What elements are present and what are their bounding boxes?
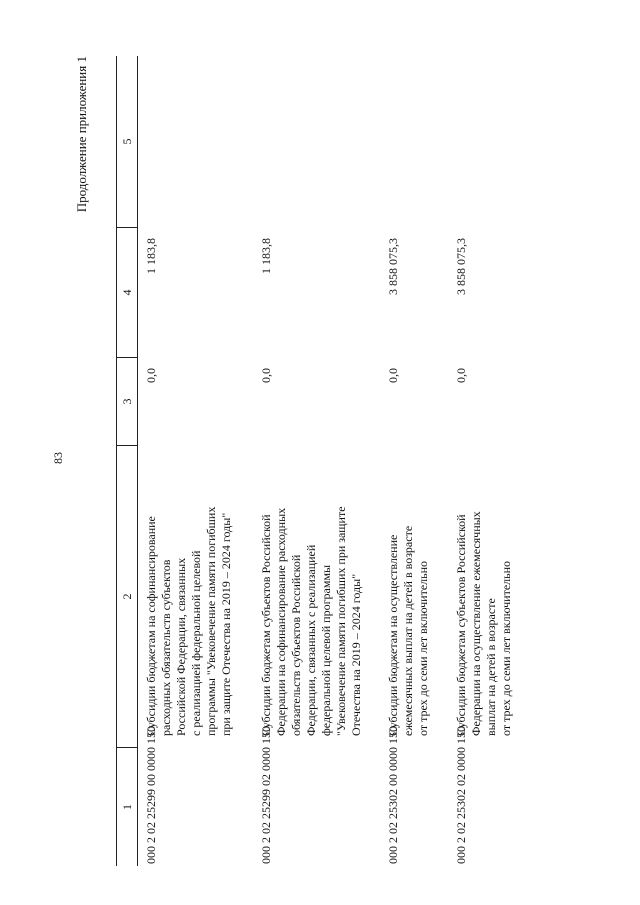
column-5-value (386, 56, 448, 228)
column-header-3: 3 (117, 358, 137, 446)
description-line: Субсидии бюджетам субъектов Российской (454, 514, 468, 736)
table-row (448, 56, 546, 866)
description-line: расходных обязательств субъектов (159, 559, 173, 736)
description-line: Отечества на 2019 – 2024 годы" (349, 573, 363, 736)
budget-code: 000 2 02 25302 00 0000 150 (386, 726, 400, 864)
column-header-2: 2 (117, 446, 137, 748)
description-line: с реализацией федеральной целевой (189, 550, 203, 736)
description-line: ежемесячных выплат на детей в возрасте (401, 525, 415, 736)
column-3-value: 0,0 (259, 368, 273, 383)
row-description (386, 446, 448, 748)
budget-code: 000 2 02 25299 00 0000 150 (144, 726, 158, 864)
appendix-caption: Продолжение приложения 1 (74, 56, 89, 213)
description-line: Федерации на софинансирование расходных (274, 507, 288, 736)
description-line: при защите Отечества на 2019 – 2024 годы" (219, 512, 233, 736)
column-5-value (259, 56, 380, 228)
column-header-5: 5 (117, 56, 137, 228)
description-line: от трех до семи лет включительно (499, 560, 513, 736)
column-header-1: 1 (120, 804, 134, 810)
rotated-table-page (64, 56, 524, 866)
description-line: Российской Федерации, связанных (174, 557, 188, 736)
column-3-value: 0,0 (454, 368, 468, 383)
budget-code: 000 2 02 25299 02 0000 150 (259, 726, 273, 864)
page-number: 83 (51, 452, 65, 464)
description-line: федеральной целевой программы (319, 564, 333, 736)
row-description (454, 446, 546, 748)
budget-table (116, 56, 546, 866)
column-4-value: 1 183,8 (259, 238, 273, 274)
table-row (253, 56, 380, 866)
table-row (138, 56, 253, 866)
description-line: выплат на детей в возрасте (484, 598, 498, 736)
description-line: Субсидии бюджетам на софинансирование (144, 516, 158, 736)
description-line: программы "Увековечение памяти погибших (204, 506, 218, 736)
description-line: Субсидии бюджетам субъектов Российской (259, 514, 273, 736)
table-header-row (116, 56, 138, 866)
column-5-value (454, 56, 546, 228)
row-description (144, 446, 253, 748)
description-line: "Увековечение памяти погибших при защите (334, 506, 348, 736)
description-line: Федерации, связанных с реализацией (304, 544, 318, 736)
budget-code: 000 2 02 25302 02 0000 150 (454, 726, 468, 864)
column-4-value: 1 183,8 (144, 238, 158, 274)
column-4-value: 3 858 075,3 (386, 238, 400, 295)
description-line: от трех до семи лет включительно (416, 560, 430, 736)
row-description (259, 446, 380, 748)
description-line: Субсидии бюджетам на осуществление (386, 534, 400, 736)
column-header-4: 4 (117, 228, 137, 358)
column-5-value (144, 56, 253, 228)
table-row (380, 56, 448, 866)
column-4-value: 3 858 075,3 (454, 238, 468, 295)
column-3-value: 0,0 (144, 368, 158, 383)
description-line: обязательств субъектов Российской (289, 554, 303, 736)
column-3-value: 0,0 (386, 368, 400, 383)
description-line: Федерации на осуществление ежемесячных (469, 511, 483, 736)
